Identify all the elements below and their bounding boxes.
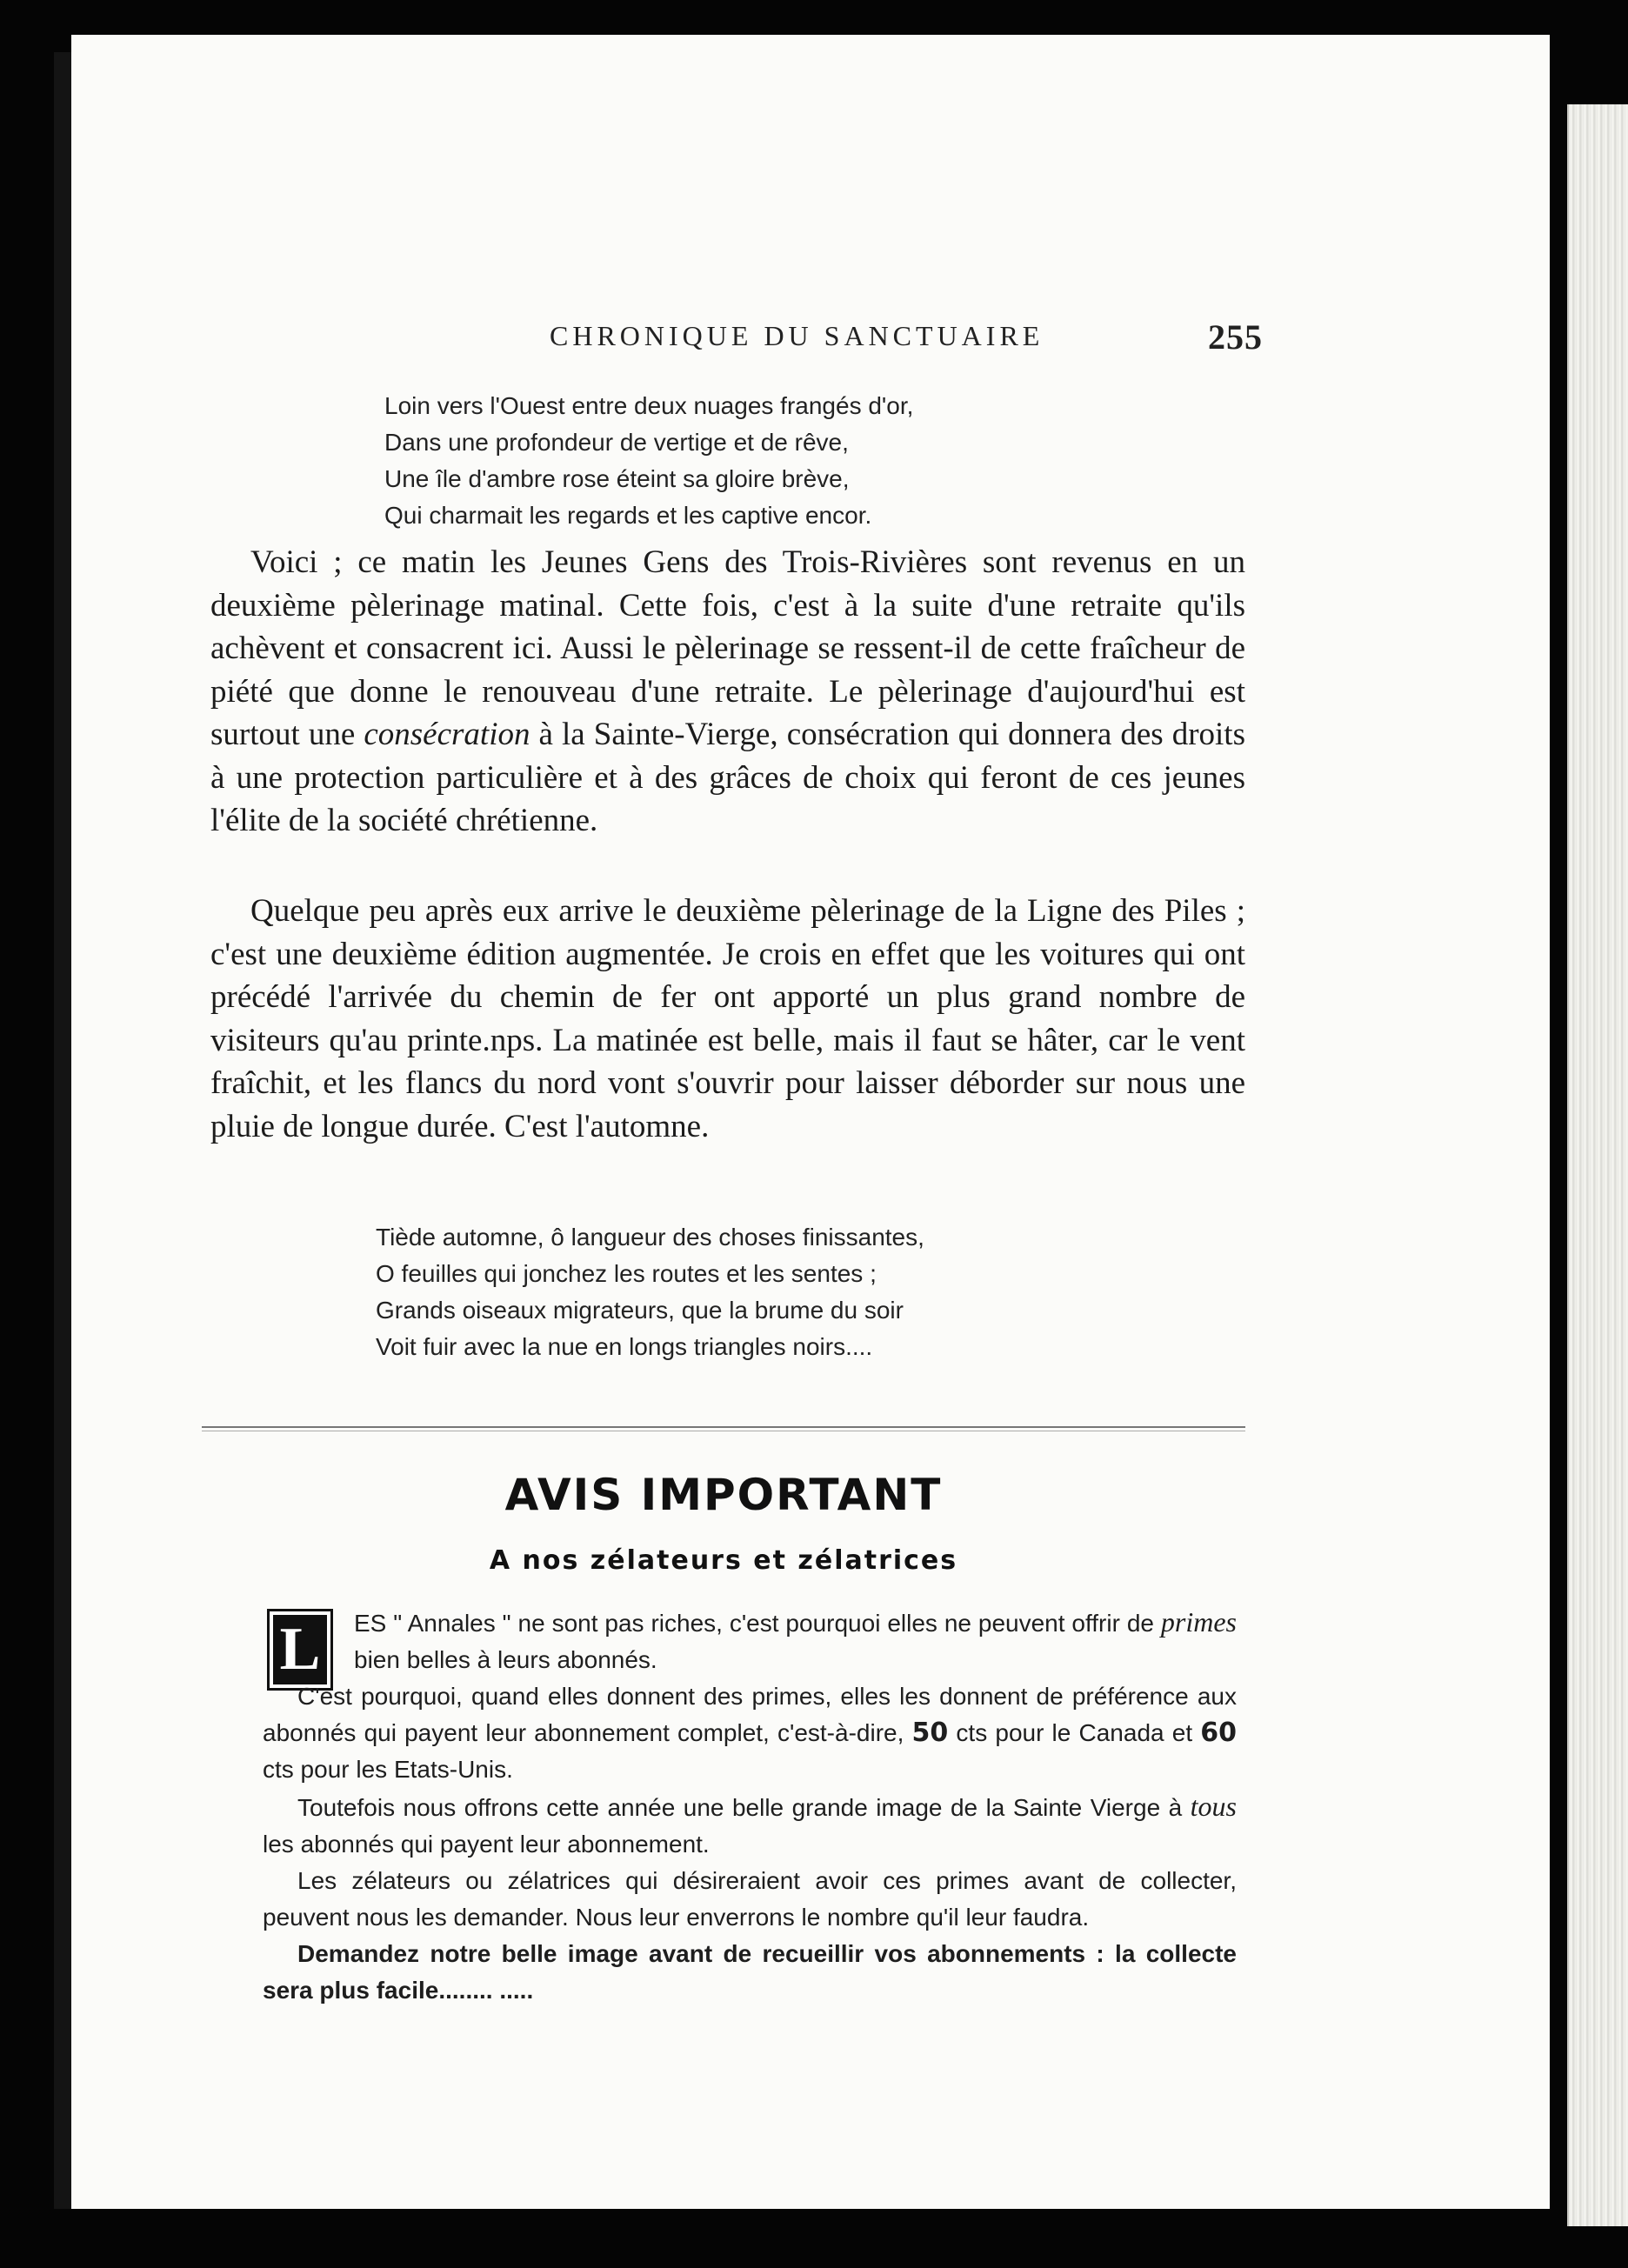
price-canada: 50 (911, 1718, 949, 1748)
paragraph-text: Quelque peu après eux arrive le deuxième pèlerinage de la Ligne des Piles ; c'est une deuxième édition augmentée. Je crois en effet que les voitures qui ont précédé l'arrivée du chemin de fer ont apporté un plus grand nombre de visiteurs qu'au printe.nps. La matinée est belle, mais il faut se hâter, car le vent fraîchit, et les flancs du nord vont s'ouvrir pour laisser déborder sur nous une pluie de longue durée. C'est l'automne. (210, 893, 1245, 1144)
text-run: C'est pourquoi, quand elles donnent des primes, elles les donnent de préférence aux abonnés qui payent leur abonnement complet, c'est-à-dire, (263, 1683, 1237, 1746)
emphasis-text: consécration (364, 717, 530, 752)
verse-line: O feuilles qui jonchez les routes et les sentes ; (376, 1260, 877, 1287)
paragraph-text (210, 541, 1245, 843)
text-run: à la Sainte-Vierge, consécration qui donnera des droits à une protection particulière et à des grâces de choix qui feront de ces jeunes l'élite de la société chrétienne. (210, 717, 1245, 838)
text-run: bien belles à leurs abonnés. (354, 1646, 657, 1673)
page-number: 255 (1208, 317, 1263, 357)
notice-subtitle: A nos zélateurs et zélatrices (489, 1545, 958, 1576)
running-head-title: CHRONIQUE DU SANCTUAIRE (550, 320, 1044, 351)
notice-paragraph-4: Les zélateurs ou zélatrices qui désireraient avoir ces primes avant de collecter, peuvent nous les demander. Nous leur enverrons le nombre qu'il leur faudra. (263, 1867, 1237, 1931)
book-page (71, 35, 1550, 2209)
emphasis-text: tous (1190, 1791, 1237, 1822)
verse-line: Qui charmait les regards et les captive encor. (384, 502, 872, 529)
text-run: ES " Annales " ne sont pas riches, c'est pourquoi elles ne peuvent offrir de (354, 1610, 1161, 1637)
text-run: les abonnés qui payent leur abonnement. (263, 1831, 710, 1858)
notice-body (263, 1604, 1237, 2009)
paragraph-pilgrimage-young-men (210, 541, 1245, 843)
verse-line: Dans une profondeur de vertige et de rêve, (384, 429, 849, 456)
price-usa: 60 (1200, 1718, 1237, 1748)
text-run: cts pour le Canada et (948, 1719, 1201, 1746)
notice-paragraph-3 (263, 1788, 1237, 1863)
emphasis-text: primes (1160, 1606, 1237, 1638)
verse-line: Voit fuir avec la nue en longs triangles noirs.... (376, 1333, 873, 1360)
section-divider (202, 1426, 1245, 1431)
page-edges (1567, 104, 1628, 2226)
paragraph-ligne-des-piles (210, 890, 1245, 1148)
text-run: Toutefois nous offrons cette année une belle grande image de la Sainte Vierge à (297, 1794, 1191, 1821)
notice-title: AVIS IMPORTANT (504, 1470, 943, 1520)
verse-line: Grands oiseaux migrateurs, que la brume du soir (376, 1297, 904, 1324)
verse-line: Loin vers l'Ouest entre deux nuages frangés d'or, (384, 392, 914, 419)
notice-paragraph-1 (263, 1604, 1237, 1678)
text-run: cts pour les Etats-Unis. (263, 1756, 513, 1783)
text-run: Voici ; ce matin les Jeunes Gens des Trois-Rivières sont revenus en un deuxième pèlerinage matinal. Cette fois, c'est à la suite d'une retraite qu'ils achèvent et consacrent ici. Aussi le pèlerinage se ressent-il de cette fraîcheur de piété que donne le renouveau d'une retraite. Le pèlerinage d'aujourd'hui est surtout une (210, 544, 1245, 752)
verse-line: Tiède automne, ô langueur des choses finissantes, (376, 1224, 924, 1251)
poem-stanza-2 (376, 1219, 924, 1365)
poem-stanza-1 (384, 388, 913, 534)
running-head (480, 287, 1263, 357)
page-content (71, 35, 1550, 2209)
drop-cap-letter: L (267, 1609, 333, 1691)
verse-line: Une île d'ambre rose éteint sa gloire brève, (384, 465, 850, 492)
notice-paragraph-5: Demandez notre belle image avant de recueillir vos abonnements : la collecte sera plus facile........ ..... (263, 1940, 1237, 2004)
notice-paragraph-2 (263, 1678, 1237, 1788)
